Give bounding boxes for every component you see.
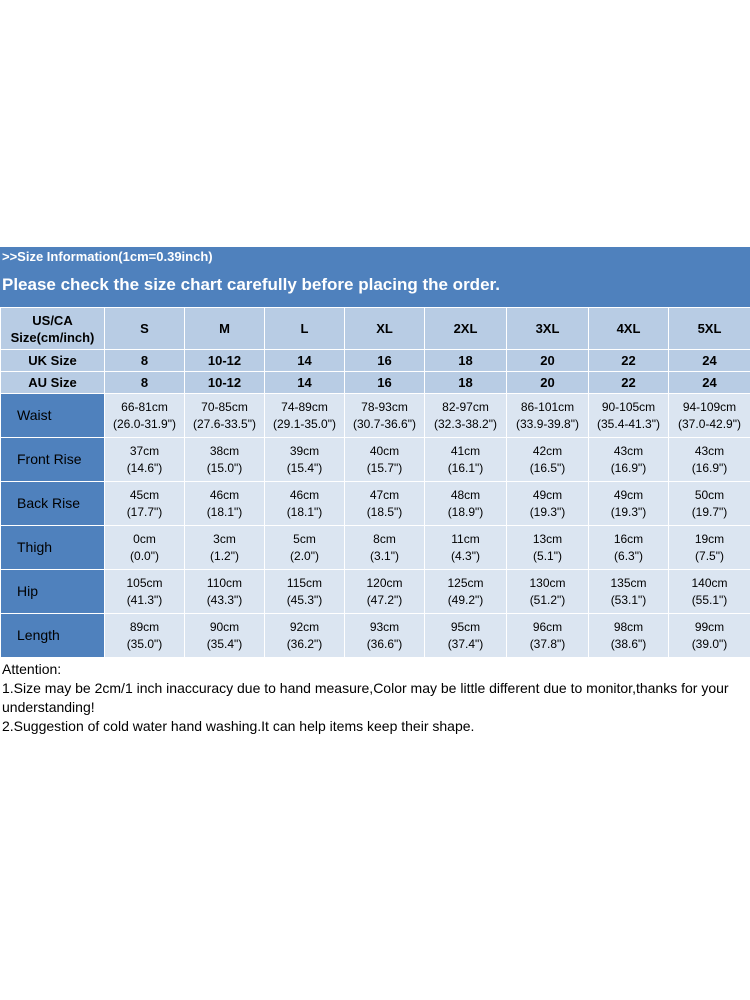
measure-inch: (37.4") — [447, 636, 484, 651]
measure-cm: 90cm — [209, 619, 240, 634]
hip-cell — [669, 570, 750, 614]
length-cell — [425, 614, 507, 658]
front-rise-cell — [265, 438, 345, 482]
measure-inch: (7.5") — [695, 548, 724, 563]
measure-cm: 46cm — [209, 487, 240, 502]
uk-size-value: 24 — [669, 350, 750, 372]
size-info-instruction: Please check the size chart carefully before placing the order. — [2, 275, 500, 294]
front-rise-cell — [105, 438, 185, 482]
measure-inch: (15.0") — [206, 460, 243, 475]
size-4xl: 4XL — [589, 308, 669, 350]
measure-inch: (38.6") — [610, 636, 647, 651]
thigh-label: Thigh — [1, 526, 105, 570]
size-header-label: US/CA Size(cm/inch) — [1, 308, 105, 350]
au-size-value: 24 — [669, 372, 750, 394]
measure-inch: (16.9") — [610, 460, 647, 475]
hip-cell — [265, 570, 345, 614]
au-size-value: 10-12 — [185, 372, 265, 394]
measure-cm: 94-109cm — [682, 399, 737, 414]
measure-cm: 19cm — [694, 531, 725, 546]
thigh-cell — [669, 526, 750, 570]
measure-cm: 50cm — [694, 487, 725, 502]
measure-inch: (14.6") — [126, 460, 163, 475]
waist-row — [1, 394, 750, 438]
measure-cm: 13cm — [532, 531, 563, 546]
hip-row — [1, 570, 750, 614]
measure-cm: 115cm — [286, 575, 323, 590]
waist-cell — [507, 394, 589, 438]
hip-label: Hip — [1, 570, 105, 614]
measure-inch: (37.8") — [529, 636, 566, 651]
back-rise-cell — [185, 482, 265, 526]
waist-cell — [589, 394, 669, 438]
measure-cm: 70-85cm — [201, 399, 248, 414]
length-label: Length — [1, 614, 105, 658]
size-m: M — [185, 308, 265, 350]
hip-cell — [185, 570, 265, 614]
measure-inch: (35.4-41.3") — [597, 416, 660, 431]
measure-inch: (51.2") — [529, 592, 566, 607]
front-rise-cell — [425, 438, 507, 482]
size-chart — [0, 247, 750, 736]
back-rise-row — [1, 482, 750, 526]
uk-size-value: 22 — [589, 350, 669, 372]
measure-inch: (16.1") — [447, 460, 484, 475]
front-rise-row — [1, 438, 750, 482]
measure-inch: (5.1") — [533, 548, 562, 563]
length-cell — [185, 614, 265, 658]
length-cell — [507, 614, 589, 658]
measure-inch: (18.9") — [447, 504, 484, 519]
measure-cm: 0cm — [133, 531, 156, 546]
size-header-row — [1, 308, 750, 350]
measure-cm: 11cm — [451, 531, 480, 546]
measure-cm: 98cm — [613, 619, 644, 634]
measure-cm: 89cm — [129, 619, 160, 634]
measure-cm: 125cm — [447, 575, 484, 590]
au-size-label: AU Size — [1, 372, 105, 394]
measure-inch: (37.0-42.9") — [678, 416, 741, 431]
length-cell — [265, 614, 345, 658]
measure-cm: 82-97cm — [442, 399, 489, 414]
thigh-cell — [589, 526, 669, 570]
measure-inch: (15.7") — [366, 460, 403, 475]
size-5xl: 5XL — [669, 308, 750, 350]
thigh-row — [1, 526, 750, 570]
front-rise-cell — [507, 438, 589, 482]
measure-cm: 99cm — [694, 619, 725, 634]
measure-cm: 40cm — [369, 443, 400, 458]
length-row — [1, 614, 750, 658]
measure-inch: (27.6-33.5") — [193, 416, 256, 431]
au-size-value: 8 — [105, 372, 185, 394]
hip-cell — [507, 570, 589, 614]
measure-cm: 49cm — [613, 487, 644, 502]
measure-cm: 86-101cm — [520, 399, 575, 414]
uk-size-value: 10-12 — [185, 350, 265, 372]
waist-cell — [669, 394, 750, 438]
thigh-cell — [425, 526, 507, 570]
uk-size-value: 16 — [345, 350, 425, 372]
au-size-value: 18 — [425, 372, 507, 394]
length-cell — [669, 614, 750, 658]
thigh-cell — [105, 526, 185, 570]
uk-size-row — [1, 350, 750, 372]
measure-cm: 16cm — [613, 531, 644, 546]
measure-cm: 43cm — [613, 443, 644, 458]
measure-cm: 8cm — [373, 531, 396, 546]
attention-item-2: 2.Suggestion of cold water hand washing.It can help items keep their shape. — [2, 718, 475, 734]
uk-size-value: 8 — [105, 350, 185, 372]
measure-inch: (18.5") — [366, 504, 403, 519]
measure-cm: 38cm — [209, 443, 240, 458]
waist-label: Waist — [1, 394, 105, 438]
front-rise-cell — [589, 438, 669, 482]
measure-cm: 43cm — [694, 443, 725, 458]
measure-cm: 140cm — [691, 575, 728, 590]
uk-size-label: UK Size — [1, 350, 105, 372]
back-rise-cell — [265, 482, 345, 526]
measure-cm: 5cm — [293, 531, 316, 546]
measure-inch: (19.3") — [610, 504, 647, 519]
measure-cm: 93cm — [369, 619, 400, 634]
measure-inch: (36.6") — [366, 636, 403, 651]
front-rise-cell — [185, 438, 265, 482]
measure-cm: 120cm — [366, 575, 403, 590]
thigh-cell — [265, 526, 345, 570]
measure-inch: (55.1") — [691, 592, 728, 607]
size-info-banner — [0, 247, 750, 307]
au-size-value: 20 — [507, 372, 589, 394]
measure-inch: (53.1") — [610, 592, 647, 607]
measure-inch: (29.1-35.0") — [273, 416, 336, 431]
measure-inch: (35.4") — [206, 636, 243, 651]
measure-inch: (26.0-31.9") — [113, 416, 176, 431]
measure-inch: (2.0") — [290, 548, 319, 563]
measure-cm: 110cm — [206, 575, 243, 590]
measure-cm: 47cm — [369, 487, 400, 502]
measure-inch: (17.7") — [126, 504, 163, 519]
size-s: S — [105, 308, 185, 350]
au-size-value: 16 — [345, 372, 425, 394]
back-rise-cell — [507, 482, 589, 526]
measure-cm: 90-105cm — [601, 399, 656, 414]
back-rise-label: Back Rise — [1, 482, 105, 526]
front-rise-cell — [669, 438, 750, 482]
measure-cm: 49cm — [532, 487, 563, 502]
back-rise-cell — [589, 482, 669, 526]
waist-cell — [345, 394, 425, 438]
attention-notes — [0, 658, 750, 736]
measure-inch: (39.0") — [691, 636, 728, 651]
measure-inch: (18.1") — [286, 504, 323, 519]
back-rise-cell — [345, 482, 425, 526]
front-rise-cell — [345, 438, 425, 482]
waist-cell — [105, 394, 185, 438]
hip-cell — [345, 570, 425, 614]
measure-cm: 3cm — [213, 531, 236, 546]
hip-cell — [589, 570, 669, 614]
measure-cm: 66-81cm — [121, 399, 168, 414]
measure-cm: 92cm — [289, 619, 320, 634]
back-rise-cell — [425, 482, 507, 526]
uk-size-value: 20 — [507, 350, 589, 372]
uk-size-value: 14 — [265, 350, 345, 372]
length-cell — [105, 614, 185, 658]
measure-cm: 105cm — [126, 575, 163, 590]
attention-title: Attention: — [2, 661, 62, 677]
measure-inch: (47.2") — [366, 592, 403, 607]
au-size-value: 14 — [265, 372, 345, 394]
measure-inch: (16.5") — [529, 460, 566, 475]
size-l: L — [265, 308, 345, 350]
waist-cell — [425, 394, 507, 438]
measure-inch: (45.3") — [286, 592, 323, 607]
measure-cm: 95cm — [450, 619, 481, 634]
measure-inch: (3.1") — [370, 548, 399, 563]
measure-cm: 45cm — [129, 487, 160, 502]
thigh-cell — [185, 526, 265, 570]
measure-inch: (15.4") — [286, 460, 323, 475]
waist-cell — [185, 394, 265, 438]
measure-inch: (33.9-39.8") — [516, 416, 579, 431]
length-cell — [589, 614, 669, 658]
measure-cm: 130cm — [529, 575, 566, 590]
measure-cm: 41cm — [450, 443, 481, 458]
measure-cm: 78-93cm — [361, 399, 408, 414]
hip-cell — [105, 570, 185, 614]
measure-cm: 74-89cm — [281, 399, 328, 414]
measure-inch: (36.2") — [286, 636, 323, 651]
au-size-row — [1, 372, 750, 394]
length-cell — [345, 614, 425, 658]
size-table — [0, 307, 750, 658]
measure-inch: (18.1") — [206, 504, 243, 519]
measure-inch: (49.2") — [447, 592, 484, 607]
measure-cm: 46cm — [289, 487, 320, 502]
thigh-cell — [507, 526, 589, 570]
measure-cm: 42cm — [532, 443, 563, 458]
measure-inch: (6.3") — [614, 548, 643, 563]
measure-cm: 37cm — [129, 443, 160, 458]
size-3xl: 3XL — [507, 308, 589, 350]
measure-inch: (16.9") — [691, 460, 728, 475]
measure-cm: 48cm — [450, 487, 481, 502]
measure-cm: 96cm — [532, 619, 563, 634]
waist-cell — [265, 394, 345, 438]
thigh-cell — [345, 526, 425, 570]
uk-size-value: 18 — [425, 350, 507, 372]
measure-inch: (1.2") — [210, 548, 239, 563]
hip-cell — [425, 570, 507, 614]
measure-inch: (35.0") — [126, 636, 163, 651]
measure-inch: (41.3") — [126, 592, 163, 607]
measure-inch: (19.7") — [691, 504, 728, 519]
measure-cm: 39cm — [289, 443, 320, 458]
measure-inch: (0.0") — [130, 548, 159, 563]
size-xl: XL — [345, 308, 425, 350]
back-rise-cell — [105, 482, 185, 526]
measure-inch: (43.3") — [206, 592, 243, 607]
measure-inch: (19.3") — [529, 504, 566, 519]
size-info-title: >>Size Information(1cm=0.39inch) — [2, 249, 213, 264]
size-2xl: 2XL — [425, 308, 507, 350]
front-rise-label: Front Rise — [1, 438, 105, 482]
attention-item-1: 1.Size may be 2cm/1 inch inaccuracy due to hand measure,Color may be little different due to monitor,thanks for your understanding! — [2, 680, 729, 715]
au-size-value: 22 — [589, 372, 669, 394]
measure-inch: (30.7-36.6") — [353, 416, 416, 431]
back-rise-cell — [669, 482, 750, 526]
measure-cm: 135cm — [610, 575, 647, 590]
measure-inch: (4.3") — [451, 548, 480, 563]
measure-inch: (32.3-38.2") — [434, 416, 497, 431]
